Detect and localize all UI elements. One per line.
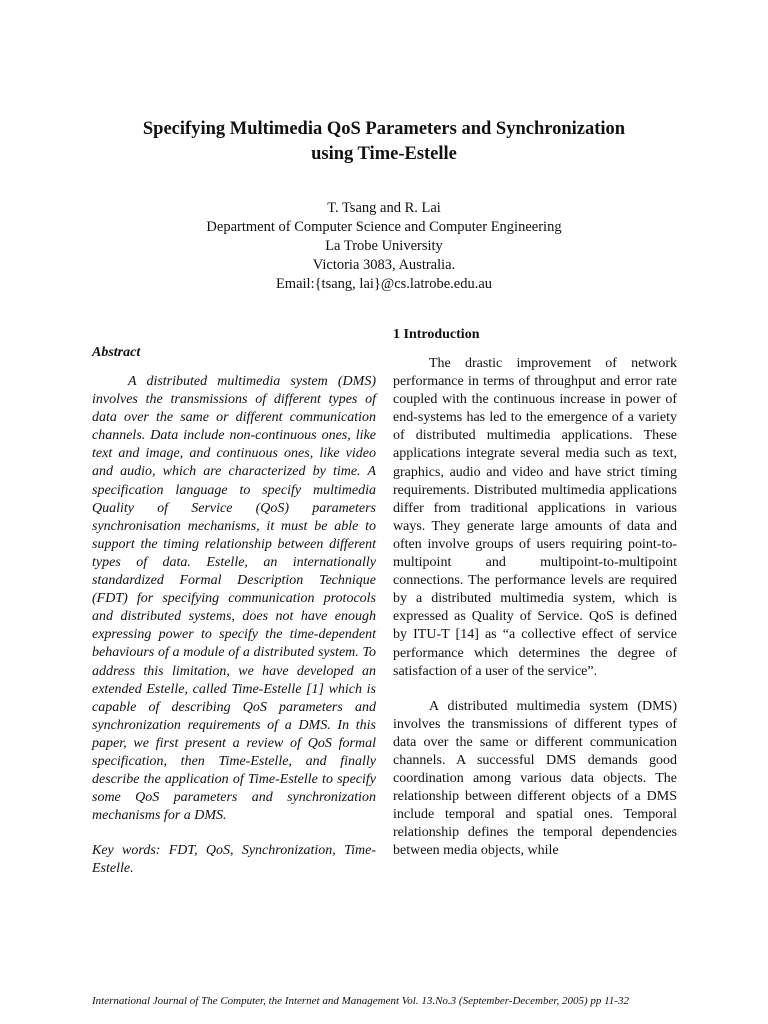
- paper-title: [60, 117, 708, 167]
- intro-paragraph-1: The drastic improvement of network performance in terms of throughput and error rate coupled with the continuous increase in power of end-systems has led to the emergence of a variety of distributed multimedia applications. These applications integrate several media such as text, graphics, audio and video and have strict timing requirements. Distributed multimedia applications differ from traditional applications in various ways. They generate large amounts of data and often involve groups of users requiring point-to-multipoint and multipoint-to-multipoint connections. The performance levels are required by a distributed multimedia system, which is expressed as Quality of Service. QoS is defined by ITU-T [14] as “a collective effect of service performance which determines the degree of satisfaction of a user of the service”.: [393, 356, 677, 679]
- left-column: [92, 344, 376, 879]
- abstract-body: A distributed multimedia system (DMS) involves the transmissions of different types of data over the same or different communication channels. Data include non-continuous ones, like text and image, and continuous ones, like video and audio, which are characterized by time. A specification language to specify multimedia Quality of Service (QoS) parameters synchronisation mechanisms, it must be able to support the timing relationship between different types of data. Estelle, an internationally standardized Formal Description Technique (FDT) for specifying communication protocols and distributed systems, does not have enough expressing power to specify the time-dependent behaviours of a module of a distributed system. To address this limitation, we have developed an extended Estelle, called Time-Estelle [1] which is capable of describing QoS parameters and synchronization requirements of a DMS. In this paper, we first present a review of QoS formal specification, then Time-Estelle, and finally describe the application of Time-Estelle to specify some QoS parameters and synchronization mechanisms for a DMS.: [92, 374, 376, 824]
- keywords: Key words: FDT, QoS, Synchronization, Time-Estelle.: [92, 843, 376, 877]
- abstract-heading: Abstract: [92, 345, 141, 360]
- author-department: Department of Computer Science and Computer Engineering: [206, 219, 562, 235]
- author-university: La Trobe University: [325, 238, 443, 254]
- author-address: Victoria 3083, Australia.: [312, 257, 456, 273]
- paper-title-line-2: using Time-Estelle: [311, 144, 457, 164]
- journal-footer: International Journal of The Computer, the Internet and Management Vol. 13.No.3 (September-December, 2005) pp 11-32: [92, 995, 629, 1007]
- author-names: T. Tsang and R. Lai: [327, 200, 441, 216]
- author-block: [60, 199, 708, 294]
- paper-title-line-1: Specifying Multimedia QoS Parameters and Synchronization: [142, 119, 626, 139]
- right-column: [393, 326, 677, 861]
- author-email: Email:{tsang, lai}@cs.latrobe.edu.au: [275, 276, 493, 292]
- intro-paragraph-2: A distributed multimedia system (DMS) involves the transmissions of different types of data over the same or different communication channels. A successful DMS demands good coordination among various data objects. The relationship between different objects of a DMS include temporal and spatial ones. Temporal relationship defines the temporal dependencies between media objects, while: [393, 698, 677, 859]
- section-heading-introduction: 1 Introduction: [393, 327, 480, 342]
